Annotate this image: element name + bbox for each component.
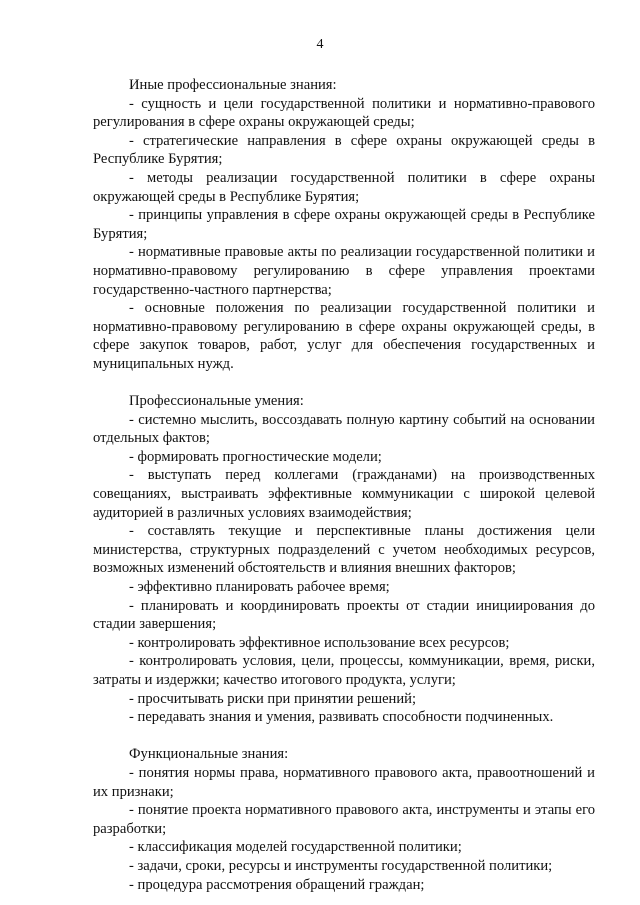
list-item: - системно мыслить, воссоздавать полную картину событий на основании отдельных фактов; [93,411,595,447]
document-body [93,76,595,894]
list-item: - понятие проекта нормативного правового акта, инструменты и этапы его разработки; [93,802,595,837]
list-item: - нормативные правовые акты по реализации государственной политики и нормативно-правовому регулированию в сфере управления проектами государственно-частного партнерства; [93,244,595,298]
section-functional-knowledge [93,745,595,894]
list-item: - составлять текущие и перспективные планы достижения цели министерства, структурных подразделений с учетом необходимых ресурсов, возможных изменений обстоятельств и влияния внешних факторов; [93,523,595,577]
page-number: 4 [316,37,324,52]
list-item: - понятия нормы права, нормативного правового акта, правоотношений и их признаки; [93,764,595,800]
list-item: - задачи, сроки, ресурсы и инструменты государственной политики; [129,857,553,874]
list-item: - контролировать условия, цели, процессы, коммуникации, время, риски, затраты и издержки; качество итогового продукта, услуги; [93,653,595,688]
list-item: - процедура рассмотрения обращений граждан; [129,876,425,893]
list-item: - методы реализации государственной политики в сфере охраны окружающей среды в Республике Бурятия; [93,169,595,205]
section-professional-skills [93,392,595,727]
list-item: - планировать и координировать проекты от стадии инициирования до стадии завершения; [93,597,595,633]
list-item: - сущность и цели государственной политики и нормативно-правового регулирования в сфере охраны окружающей среды; [93,95,595,131]
list-item: - формировать прогностические модели; [129,448,382,465]
list-item: - основные положения по реализации государственной политики и нормативно-правовому регулированию в сфере охраны окружающей среды, в сфере закупок товаров, работ, услуг для обеспечения государственных и муниципальных нужд. [93,300,595,372]
section-other-professional-knowledge [93,76,595,374]
list-item: - просчитывать риски при принятии решений; [129,690,417,707]
list-item: - классификация моделей государственной политики; [129,839,462,856]
list-item: - принципы управления в сфере охраны окружающей среды в Республике Бурятия; [93,207,595,242]
section-heading: Функциональные знания: [129,746,289,763]
section-heading: Иные профессиональные знания: [129,77,337,93]
list-item: - передавать знания и умения, развивать способности подчиненных. [129,709,554,726]
list-item: - контролировать эффективное использование всех ресурсов; [129,634,510,651]
list-item: - эффективно планировать рабочее время; [129,579,390,596]
list-item: - стратегические направления в сфере охраны окружающей среды в Республике Бурятия; [93,132,595,168]
section-heading: Профессиональные умения: [129,393,304,410]
list-item: - выступать перед коллегами (гражданами) на производственных совещаниях, выстраивать эффективные коммуникации с широкой целевой аудиторией в различных условиях взаимодействия; [93,467,595,521]
